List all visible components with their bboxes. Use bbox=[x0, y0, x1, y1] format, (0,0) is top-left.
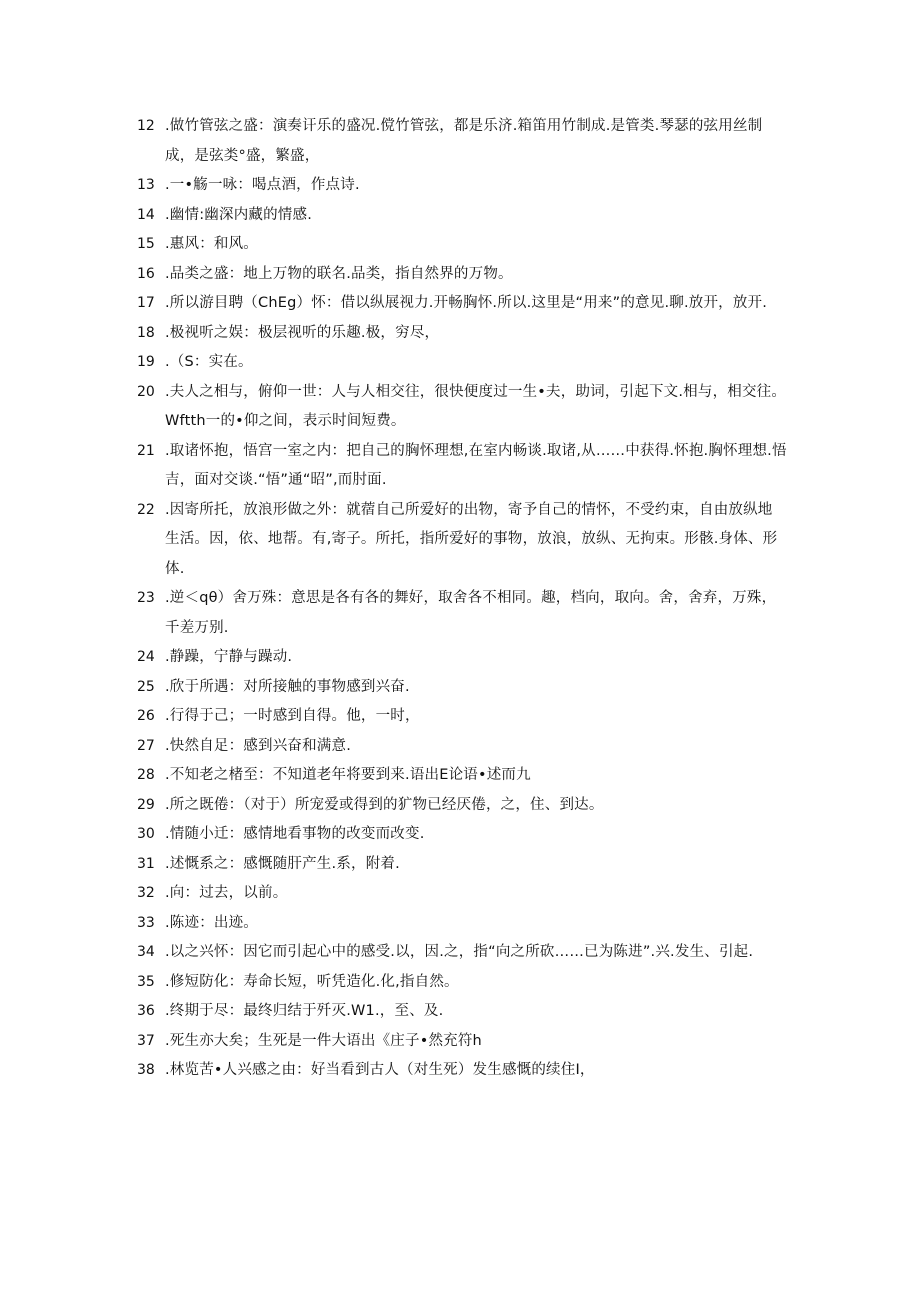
annotation-text: .惠风：和风。 bbox=[165, 236, 259, 252]
annotation-text: .欣于所遇：对所接触的事物感到兴奋. bbox=[165, 678, 410, 695]
annotation-item bbox=[137, 909, 787, 939]
annotation-item bbox=[137, 820, 787, 850]
annotation-text: .述慨系之：感慨随肝产生.系，附着. bbox=[165, 855, 400, 872]
annotation-number: 13 bbox=[137, 177, 155, 193]
annotation-text: .所之既倦：（对于）所宠爱或得到的犷物已经厌倦，之，住、到达。 bbox=[165, 796, 604, 813]
annotation-item bbox=[137, 201, 787, 231]
annotation-text: .品类之盛：地上万物的联名.品类，指自然界的万物。 bbox=[165, 265, 513, 282]
annotation-item bbox=[137, 643, 787, 673]
annotation-text: .以之兴怀：因它而引起心中的感受.以，因.之，指“向之所砍……已为陈进”.兴.发生、引起. bbox=[165, 944, 754, 960]
annotation-text: .所以游目聘（ChEg）怀：借以纵展视力.开畅胸怀.所以.这里是“用来”的意见.聊.放开，放开. bbox=[165, 295, 768, 311]
annotation-item bbox=[137, 289, 787, 319]
annotation-number: 22 bbox=[137, 501, 155, 518]
annotation-number: 21 bbox=[137, 442, 155, 459]
annotation-number: 14 bbox=[137, 206, 155, 223]
annotation-number: 35 bbox=[137, 973, 155, 990]
annotation-number: 12 bbox=[137, 118, 155, 134]
annotation-item bbox=[137, 496, 787, 585]
annotation-text: .行得于己；一时感到自得。他，一时， bbox=[165, 708, 420, 724]
annotation-item bbox=[137, 171, 787, 201]
annotation-item bbox=[137, 112, 787, 171]
annotation-number: 31 bbox=[137, 855, 155, 872]
annotation-text: .向：过去，以前。 bbox=[165, 885, 288, 901]
annotation-text: .林览苦•人兴感之由：好当看到古人（对生死）发生感慨的续住I， bbox=[165, 1062, 595, 1078]
annotation-number: 16 bbox=[137, 265, 155, 282]
annotation-text: .取诸怀抱，悟宫一室之内：把自己的胸怀理想,在室内畅谈.取诸,从……中获得.怀抱.胸怀理想.悟吉，面对交谈.“悟”通“昭”,而肘面. bbox=[165, 442, 787, 488]
annotation-number: 30 bbox=[137, 826, 155, 842]
annotation-item bbox=[137, 732, 787, 762]
annotation-number: 36 bbox=[137, 1003, 155, 1019]
annotation-number: 25 bbox=[137, 678, 155, 695]
annotation-item bbox=[137, 702, 787, 732]
annotation-text: .快然自足：感到兴奋和满意. bbox=[165, 737, 352, 754]
annotation-text: .夫人之相与，俯仰一世：人与人相交往，很快便度过一生•夫，助词，引起下文.相与，相交往。Wftth一的•仰之间，表示时间短费。 bbox=[165, 383, 787, 429]
annotation-number: 23 bbox=[137, 590, 155, 606]
annotation-number: 18 bbox=[137, 324, 155, 341]
annotation-item bbox=[137, 437, 787, 496]
annotation-text: .（S：实在。 bbox=[165, 354, 253, 370]
annotation-item bbox=[137, 1027, 787, 1057]
annotation-number: 33 bbox=[137, 914, 155, 931]
annotation-text: .不知老之楮至：不知道老年将要到来.语出E论语•述而九 bbox=[165, 767, 531, 783]
annotation-item bbox=[137, 673, 787, 703]
annotation-number: 17 bbox=[137, 295, 155, 311]
annotation-item bbox=[137, 997, 787, 1027]
annotation-text: .因寄所托，放浪形做之外：就蓿自己所爱好的出物，寄予自己的情怀，不受约束，自由放纵地生活。因，依、地帮。有,寄子。所托，指所爱好的事物，放浪，放纵、无拘束。形骸.身体、形体. bbox=[165, 501, 778, 577]
annotation-number: 29 bbox=[137, 796, 155, 813]
annotation-text: .静躁，宁静与躁动. bbox=[165, 649, 293, 665]
annotation-item bbox=[137, 850, 787, 880]
annotation-text: .一•觞一咏：喝点酒，作点诗. bbox=[165, 177, 360, 193]
annotation-number: 20 bbox=[137, 383, 155, 400]
annotation-number: 32 bbox=[137, 885, 155, 901]
annotation-number: 34 bbox=[137, 944, 155, 960]
annotation-item bbox=[137, 378, 787, 437]
annotation-item bbox=[137, 968, 787, 998]
annotation-item bbox=[137, 260, 787, 290]
annotation-number: 26 bbox=[137, 708, 155, 724]
annotation-number: 27 bbox=[137, 737, 155, 754]
annotation-text: .情随小迁：感情地看事物的改变而改变. bbox=[165, 826, 425, 842]
annotation-number: 28 bbox=[137, 767, 155, 783]
annotation-item bbox=[137, 938, 787, 968]
annotation-text: .陈迹：出迹。 bbox=[165, 914, 259, 931]
annotation-item bbox=[137, 761, 787, 791]
annotation-number: 38 bbox=[137, 1062, 155, 1078]
annotation-number: 37 bbox=[137, 1032, 155, 1049]
annotation-number: 15 bbox=[137, 236, 155, 252]
annotation-text: .死生亦大矣；生死是一件大语出《庄子•然充符h bbox=[165, 1032, 482, 1049]
annotation-text: .极视听之娱：极层视听的乐趣.极，穷尽， bbox=[165, 324, 440, 341]
annotation-item bbox=[137, 348, 787, 378]
annotation-item bbox=[137, 791, 787, 821]
annotation-item bbox=[137, 319, 787, 349]
annotation-number: 24 bbox=[137, 649, 155, 665]
annotation-item bbox=[137, 584, 787, 643]
annotation-text: .逆＜qθ）舍万殊：意思是各有各的舞好，取舍各不相同。趣，档向，取向。舍，舍弃，万殊，千差万别. bbox=[165, 590, 777, 636]
annotation-item bbox=[137, 230, 787, 260]
annotation-text: .终期于尽：最终归结于歼灭.W1.，至、及. bbox=[165, 1003, 444, 1019]
annotation-text: .做竹管弦之盛：演奏讦乐的盛况.傥竹管弦，都是乐济.箱笛用竹制成.是管类.琴瑟的弦用丝制成，是弦类°盛，繁盛， bbox=[165, 118, 763, 164]
annotation-list bbox=[137, 112, 787, 1086]
annotation-item bbox=[137, 879, 787, 909]
annotation-text: .幽情:幽深内藏的情感. bbox=[165, 206, 313, 223]
annotation-number: 19 bbox=[137, 354, 155, 370]
annotation-item bbox=[137, 1056, 787, 1086]
annotation-text: .修短防化：寿命长短，听凭造化.化,指自然。 bbox=[165, 973, 459, 990]
